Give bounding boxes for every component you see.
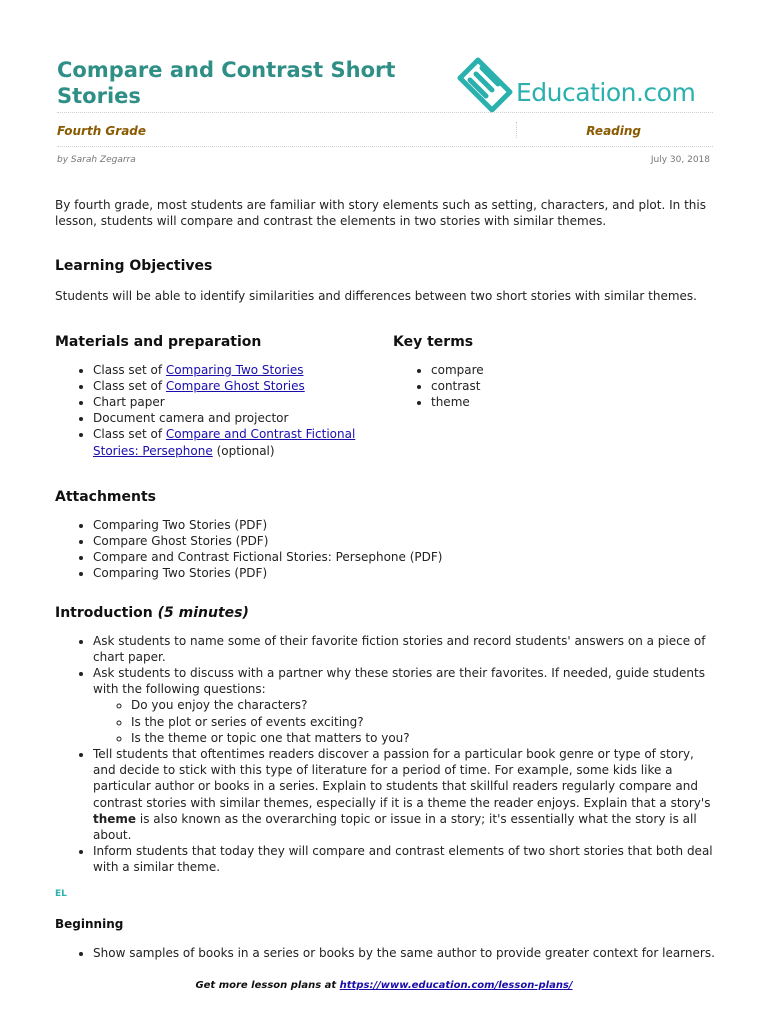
- footer-text: Get more lesson plans at: [195, 980, 340, 991]
- education-logo[interactable]: [456, 56, 716, 114]
- materials-keyterms-row: [55, 333, 715, 459]
- theme-term-bold: theme: [93, 811, 137, 826]
- el-tag: EL: [55, 888, 67, 899]
- materials-section: [55, 333, 393, 459]
- header-column-divider: [516, 122, 517, 138]
- introduction-step: [93, 746, 715, 843]
- objectives-text: Students will be able to identify similarities and differences between two short stories with similar themes.: [55, 289, 697, 304]
- guiding-questions-list: [93, 697, 715, 746]
- materials-item: [93, 426, 393, 458]
- attachment-item[interactable]: • Compare Ghost Stories (PDF): [93, 533, 715, 549]
- introduction-step-text: Ask students to discuss with a partner why these stories are their favorites. If needed, guide students with the following questions:: [93, 666, 705, 697]
- introduction-heading: [55, 604, 715, 622]
- attachment-item[interactable]: • Comparing Two Stories (PDF): [93, 565, 715, 581]
- compare-ghost-stories-link[interactable]: Compare Ghost Stories: [165, 378, 305, 393]
- attachments-heading: Attachments: [55, 488, 157, 505]
- materials-item-text: Class set of: [93, 378, 166, 393]
- materials-item-text: Class set of: [93, 427, 166, 442]
- materials-item: [93, 378, 393, 394]
- attachment-item[interactable]: • Compare and Contrast Fictional Stories: Persephone (PDF): [93, 549, 715, 565]
- logo-book-icon: [456, 56, 516, 114]
- materials-item: [93, 394, 393, 410]
- subject-label: Reading: [586, 124, 641, 138]
- persephone-link[interactable]: Compare and Contrast Fictional Stories: Persephone: [93, 427, 356, 458]
- grade-level: Fourth Grade: [57, 124, 147, 138]
- introduction-list: [55, 633, 715, 876]
- header-divider: [57, 112, 713, 113]
- beginning-list: [55, 945, 715, 961]
- key-terms-list: [393, 362, 693, 411]
- author-byline: by Sarah Zegarra: [57, 155, 136, 165]
- publish-date: July 30, 2018: [650, 155, 710, 165]
- materials-list: [55, 362, 393, 459]
- lesson-body: [55, 197, 715, 961]
- materials-item-suffix: (optional): [212, 443, 275, 458]
- materials-item: [93, 410, 393, 426]
- introduction-step-text: Tell students that oftentimes readers discover a passion for a particular book genre or type of story, and decide to stick with this type of literature for a period of time. For example, some kids like a particular author or books in a series. Explain to students that skillful readers regularly compare and contrast stories with similar themes, especially if it is a theme the reader enjoys. Explain that a story's: [93, 747, 711, 810]
- materials-item-text: Chart paper: [93, 395, 165, 410]
- materials-item-text: Class set of: [93, 362, 166, 377]
- beginning-item: • Show samples of books in a series or books by the same author to provide greater context for learners.: [93, 945, 715, 961]
- key-term: • compare: [431, 362, 693, 378]
- lesson-plans-link[interactable]: https://www.education.com/lesson-plans/: [339, 980, 573, 991]
- meta-divider: [57, 146, 713, 147]
- introduction-step: • Ask students to name some of their favorite fiction stories and record students' answers on a piece of chart paper.: [93, 633, 715, 665]
- key-term: • contrast: [431, 378, 693, 394]
- key-terms-heading: Key terms: [393, 333, 474, 350]
- introduction-step-text: is also known as the overarching topic or issue in a story; it's essentially what the story is all about.: [93, 811, 697, 843]
- comparing-two-stories-link[interactable]: Comparing Two Stories: [165, 362, 304, 377]
- intro-paragraph: By fourth grade, most students are familiar with story elements such as setting, characters, and plot. In this lesson, students will compare and contrast the elements in two stories with similar themes.: [55, 198, 706, 229]
- introduction-duration: (5 minutes): [157, 604, 249, 621]
- key-terms-section: [393, 333, 693, 459]
- introduction-step: • Inform students that today they will compare and contrast elements of two short stories that both deal with a similar theme.: [93, 843, 715, 875]
- logo-wordmark: Education.com: [516, 78, 696, 107]
- guiding-question: ◦ Is the theme or topic one that matters to you?: [131, 730, 715, 746]
- introduction-step: [93, 665, 715, 746]
- guiding-question: ◦ Is the plot or series of events exciting?: [131, 714, 715, 730]
- introduction-heading-text: Introduction: [55, 604, 153, 621]
- materials-item: [93, 362, 393, 378]
- objectives-heading: Learning Objectives: [55, 258, 213, 275]
- key-term: • theme: [431, 394, 693, 410]
- beginning-heading: Beginning: [55, 916, 124, 931]
- page-footer: [0, 979, 768, 993]
- attachment-item[interactable]: • Comparing Two Stories (PDF): [93, 517, 715, 533]
- guiding-question: ◦ Do you enjoy the characters?: [131, 697, 715, 713]
- materials-item-text: Document camera and projector: [93, 411, 289, 426]
- materials-heading: Materials and preparation: [55, 333, 262, 350]
- page-title: Compare and Contrast Short Stories: [57, 58, 396, 108]
- attachments-list: [55, 517, 715, 582]
